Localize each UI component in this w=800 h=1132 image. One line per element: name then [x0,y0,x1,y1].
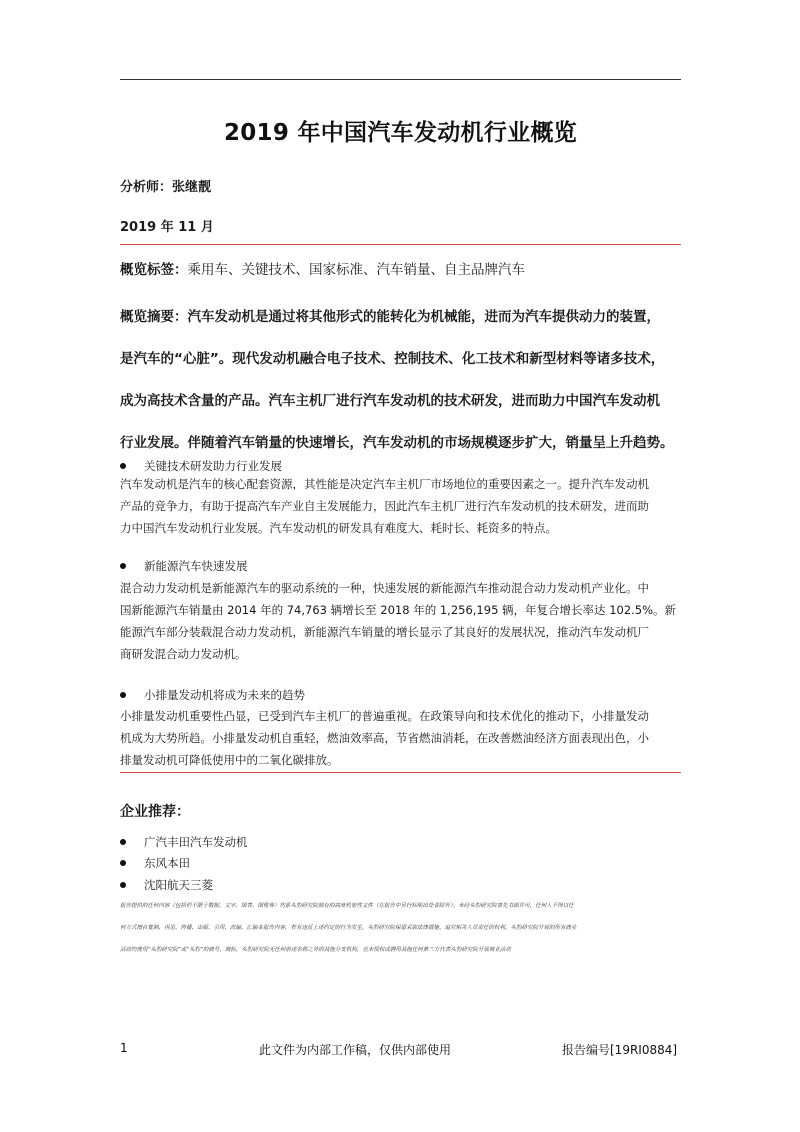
section-paragraph [120,577,685,665]
top-rule [120,79,681,80]
enterprise-name: 广汽丰田汽车发动机 [144,835,248,849]
section-paragraph [120,473,685,539]
divider [120,772,681,773]
paragraph-line: 产品的竞争力，有助于提高汽车产业自主发展能力，因此汽车主机厂进行汽车发动机的技术研发，进而助 [120,499,649,513]
tags-value: 乘用车、关键技术、国家标准、汽车销量、自主品牌汽车 [187,262,525,278]
page-number: 1 [120,1041,128,1055]
overview-summary [120,296,681,464]
paragraph-line: 力中国汽车发动机行业发展。汽车发动机的研发具有难度大、耗时长、耗资多的特点。 [120,521,557,535]
paragraph-line: 小排量发动机重要性凸显，已受到汽车主机厂的普遍重视。在政策导向和技术优化的推动下，小排量发动 [120,709,649,723]
paragraph-line: 机成为大势所趋。小排量发动机自重轻，燃油效率高，节省燃油消耗，在改善燃油经济方面表现出色，小 [120,731,649,745]
section-heading-text: 关键技术研发助力行业发展 [144,459,282,473]
paragraph-line: 国新能源汽车销量由 2014 年的 74,763 辆增长至 2018 年的 1,256,195 辆，年复合增长率达 102.5%。新 [120,603,677,617]
paragraph-line: 商研发混合动力发动机。 [120,647,247,661]
paragraph-line: 能源汽车部分装载混合动力发动机，新能源汽车销量的增长显示了其良好的发展状况，推动汽车发动机厂 [120,625,649,639]
summary-line: 成为高技术含量的产品。汽车主机厂进行汽车发动机的技术研发，进而助力中国汽车发动机 [120,393,660,409]
bullet-icon [120,860,126,866]
section-heading [120,687,305,703]
report-date: 2019 年 11 月 [120,220,214,235]
enterprise-name: 东风本田 [144,856,190,870]
report-title: 2019 年中国汽车发动机行业概览 [223,120,578,146]
analyst: 分析师：张继靓 [120,180,212,195]
section-heading [120,558,248,574]
bullet-icon [120,839,126,845]
summary-line: 概览摘要：汽车发动机是通过将其他形式的能转化为机械能，进而为汽车提供动力的装置， [120,309,660,325]
summary-line: 是汽车的“心脏”。现代发动机融合电子技术、控制技术、化工技术和新型材料等诸多技术， [120,351,665,367]
paragraph-line: 混合动力发动机是新能源汽车的驱动系统的一种，快速发展的新能源汽车推动混合动力发动机产业化。中 [120,581,649,595]
section-heading-text: 新能源汽车快速发展 [144,559,248,573]
section-heading-text: 小排量发动机将成为未来的趋势 [144,688,305,702]
disclaimer [120,895,685,961]
disclaimer-line: 报告提供的任何内容（包括但不限于数据、文字、图表、图像等）均系头豹研究院独有的高度机密性文件（在报告中另行标明出处者除外）。未经头豹研究院事先书面许可，任何人不得以任 [120,903,574,909]
bullet-icon [120,463,126,469]
bullet-icon [120,692,126,698]
disclaimer-line: 何方式擅自复制、再造、传播、出版、引用、改编、汇编本报告内容，若有违反上述约定的行为发生，头豹研究院保留采取法律措施、追究相关人员责任的权利。头豹研究院开展的所有商业 [120,925,577,931]
enterprise-item [120,855,190,871]
bullet-icon [120,882,126,888]
paragraph-line: 排量发动机可降低使用中的二氧化碳排放。 [120,753,339,767]
divider [120,244,681,245]
disclaimer-line: 活动均使用“头豹研究院”或“头豹”的商号、商标，头豹研究院无任何前述名称之外的其他分支机构，也未授权或聘用其他任何第三方代表头豹研究院开展商业活动 [120,947,511,953]
summary-line: 行业发展。伴随着汽车销量的快速增长，汽车发动机的市场规模逐步扩大，销量呈上升趋势。 [120,435,674,451]
enterprise-name: 沈阳航天三菱 [144,878,213,892]
section-heading [120,458,282,474]
bullet-icon [120,563,126,569]
paragraph-line: 汽车发动机是汽车的核心配套资源，其性能是决定汽车主机厂市场地位的重要因素之一。提升汽车发动机 [120,477,649,491]
enterprise-item [120,834,248,850]
tags-label: 概览标签： [120,262,188,278]
internal-notice: 此文件为内部工作稿，仅供内部使用 [259,1043,452,1057]
enterprise-heading: 企业推荐： [120,804,190,820]
section-paragraph [120,705,685,771]
report-id: 报告编号[19RI0884] [562,1043,678,1057]
overview-tags [120,258,525,278]
enterprise-item [120,877,213,893]
